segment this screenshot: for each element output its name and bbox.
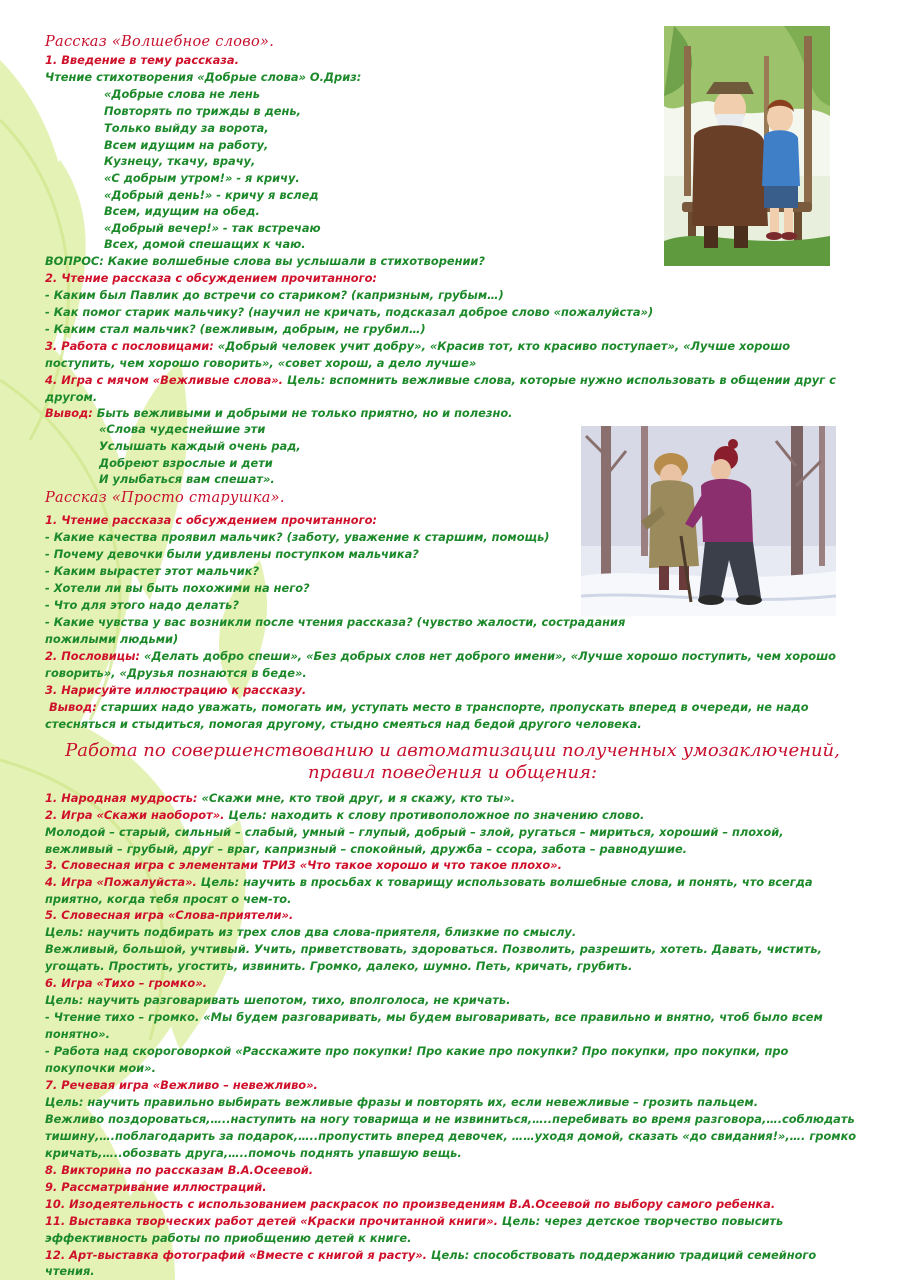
activity-text-line: приятно, когда тебя просят о чем-то.: [45, 892, 292, 906]
reading-question: - Хотели ли вы быть похожими на него?: [45, 581, 310, 595]
section1-reading-label: 2. Чтение рассказа с обсуждением прочитанного:: [45, 271, 377, 285]
activity-1: [45, 790, 515, 807]
activity-text: Цель: через детское творчество повысить: [497, 1214, 784, 1228]
poem-line: «Добрые слова не лень: [104, 87, 260, 101]
poem2-line: Добреют взрослые и дети: [99, 456, 273, 470]
activity-2: [45, 807, 644, 824]
reading-question: - Почему девочки были удивлены поступком мальчика?: [45, 547, 419, 561]
proverbs-text: «Делать добро спеши», «Без добрых слов нет доброго имени», «Лучше хорошо поступить, чем хорошо: [140, 649, 836, 663]
reading-question: - Каким стал мальчик? (вежливым, добрым, не грубил…): [45, 322, 426, 336]
activity-text: «Скажи мне, кто твой друг, и я скажу, кто ты».: [197, 791, 516, 805]
proverbs-label: 2. Пословицы:: [45, 649, 140, 663]
activity-text-line: кричать,…..обозвать друга,…..помочь поднять упавшую вещь.: [45, 1146, 462, 1160]
conclusion-label: Вывод:: [49, 700, 97, 714]
activity-text-line: - Работа над скороговоркой «Расскажите про покупки! Про какие про покупки? Про покупки, про покупки, про: [45, 1044, 789, 1058]
section1-proverbs: [45, 338, 790, 355]
poem-line: «Добрый вечер!» - так встречаю: [104, 221, 321, 235]
story-title-volshebnoe-slovo: Рассказ «Волшебное слово».: [45, 34, 275, 50]
activity-text-line: Цель: научить разговаривать шепотом, тихо, вполголоса, не кричать.: [45, 993, 511, 1007]
activity-text: Цель: способствовать поддержанию традиций семейного: [426, 1248, 817, 1262]
activity-text-line: тишину,….поблагодарить за подарок,…..пропустить вперед девочек, ……уходя домой, сказать «до свидания!»,…. громко: [45, 1129, 857, 1143]
activity-text: Цель: научить в просьбах к товарищу использовать волшебные слова, и понять, что всегда: [196, 875, 813, 889]
reading-question: - Каким вырастет этот мальчик?: [45, 564, 260, 578]
poem2-line: «Слова чудеснейшие эти: [99, 422, 266, 436]
activity-4: [45, 874, 813, 891]
conclusion-text: Быть вежливыми и добрыми не только приятно, но и полезно.: [92, 406, 513, 420]
activity-text-line: вежливый – грубый, друг – враг, капризный – спокойный, дружба – ссора, забота – равнодушие.: [45, 842, 688, 856]
activity-10: 10. Изодеятельность с использованием раскрасок по произведениям В.А.Осеевой по выбору самого ребенка.: [45, 1197, 776, 1211]
reading-question: - Каким был Павлик до встречи со стариком? (капризным, грубым…): [45, 288, 504, 302]
poem-line: Всем, идущим на обед.: [104, 204, 260, 218]
game-text: Цель: вспомнить вежливые слова, которые нужно использовать в общении друг с: [283, 373, 836, 387]
section2-proverbs-cont: говорить», «Друзья познаются в беде».: [45, 666, 307, 680]
activity-text-line: Цель: научить правильно выбирать вежливые фразы и повторять их, если невежливые – грозить пальцем.: [45, 1095, 759, 1109]
activity-12: [45, 1247, 816, 1264]
activity-text-line: чтения.: [45, 1264, 95, 1278]
poem-line: Всем идущим на работу,: [104, 138, 269, 152]
conclusion-text: старших надо уважать, помогать им, уступать место в транспорте, пропускать вперед в очереди, не надо: [96, 700, 809, 714]
section3-heading-line1: Работа по совершенствованию и автоматизации полученных умозаключений,: [65, 740, 840, 761]
activity-label: 12. Арт-выставка фотографий «Вместе с книгой я расту».: [45, 1248, 427, 1262]
section2-conclusion: [49, 699, 809, 716]
activity-text-line: угощать. Простить, угостить, извинить. Громко, далеко, шумно. Петь, кричать, грубить.: [45, 959, 633, 973]
poem-line: «С добрым утром!» - я кричу.: [104, 171, 300, 185]
activity-label: 1. Народная мудрость:: [45, 791, 198, 805]
section2-proverbs: [45, 648, 836, 665]
story-title-prosto-starushka: Рассказ «Просто старушка».: [45, 490, 285, 506]
poem-line: Только выйду за ворота,: [104, 121, 269, 135]
activity-text-line: Вежливо поздороваться,…..наступить на ногу товарища и не извиниться,…..перебивать во время разговора,….соблюдать: [45, 1112, 855, 1126]
activity-text-line: эффективность работы по приобщению детей к книге.: [45, 1231, 412, 1245]
activity-6: 6. Игра «Тихо – громко».: [45, 976, 207, 990]
section2-conclusion-cont: стесняться и стыдиться, помогая другому, стыдно смеяться над бедой другого человека.: [45, 717, 642, 731]
poem2-line: И улыбаться вам спешат».: [99, 472, 275, 486]
conclusion-label: Вывод:: [45, 406, 93, 420]
section1-question: ВОПРОС: Какие волшебные слова вы услышали в стихотворении?: [45, 254, 486, 268]
activity-text-line: - Чтение тихо – громко. «Мы будем разговаривать, мы будем выговаривать, все правильно и внятно, чтоб было всем: [45, 1010, 823, 1024]
reading-question: - Какие чувства у вас возникли после чтения рассказа? (чувство жалости, сострадания: [45, 615, 626, 629]
activity-label: 4. Игра «Пожалуйста».: [45, 875, 197, 889]
section2-draw-label: 3. Нарисуйте иллюстрацию к рассказу.: [45, 683, 307, 697]
activity-5: 5. Словесная игра «Слова-приятели».: [45, 908, 294, 922]
poem-line: «Добрый день!» - кричу я вслед: [104, 188, 319, 202]
reading-question: - Что для этого надо делать?: [45, 598, 239, 612]
section1-game-cont: другом.: [45, 390, 98, 404]
section2-reading-label: 1. Чтение рассказа с обсуждением прочитанного:: [45, 513, 377, 527]
proverbs-text: «Добрый человек учит добру», «Красив тот, кто красиво поступает», «Лучше хорошо: [213, 339, 791, 353]
game-label: 4. Игра с мячом «Вежливые слова».: [45, 373, 283, 387]
activity-3: 3. Словесная игра с элементами ТРИЗ «Что такое хорошо и что такое плохо».: [45, 858, 562, 872]
activity-text-line: покупочки мои».: [45, 1061, 156, 1075]
poem2-line: Услышать каждый очень рад,: [99, 439, 301, 453]
section1-intro-label: 1. Введение в тему рассказа.: [45, 53, 239, 67]
section1-conclusion: [45, 405, 512, 422]
activity-7: 7. Речевая игра «Вежливо – невежливо».: [45, 1078, 318, 1092]
section1-poem-intro: Чтение стихотворения «Добрые слова» О.Дриз:: [45, 70, 362, 84]
reading-question: - Как помог старик мальчику? (научил не кричать, подсказал доброе слово «пожалуйста»): [45, 305, 654, 319]
activity-11: [45, 1213, 783, 1230]
proverbs-label: 3. Работа с пословицами:: [45, 339, 214, 353]
activity-label: 2. Игра «Скажи наоборот».: [45, 808, 225, 822]
section3-heading-line2: правил поведения и общения:: [307, 762, 598, 783]
activity-text-line: понятно».: [45, 1027, 110, 1041]
reading-question: - Какие качества проявил мальчик? (заботу, уважение к старшим, помощь): [45, 530, 550, 544]
activity-9: 9. Рассматривание иллюстраций.: [45, 1180, 267, 1194]
poem-line: Всех, домой спешащих к чаю.: [104, 237, 306, 251]
poem-line: Повторять по трижды в день,: [104, 104, 301, 118]
poem-line: Кузнецу, ткачу, врачу,: [104, 154, 256, 168]
activity-text-line: Вежливый, большой, учтивый. Учить, приветствовать, здороваться. Позволить, разрешить, хотеть. Давать, чистить,: [45, 942, 822, 956]
activity-label: 11. Выставка творческих работ детей «Краски прочитанной книги».: [45, 1214, 498, 1228]
activity-8: 8. Викторина по рассказам В.А.Осеевой.: [45, 1163, 314, 1177]
activity-text: Цель: находить к слову противоположное по значению слово.: [224, 808, 645, 822]
activity-text-line: Молодой – старый, сильный – слабый, умный – глупый, добрый – злой, ругаться – мириться, хороший – плохой,: [45, 825, 784, 839]
reading-question-cont: пожилыми людьми): [45, 632, 179, 646]
section1-proverbs-cont: поступить, чем хорошо говорить», «совет хорош, а дело лучше»: [45, 356, 477, 370]
activity-text-line: Цель: научить подбирать из трех слов два слова-приятеля, близкие по смыслу.: [45, 925, 577, 939]
section1-game: [45, 372, 836, 389]
